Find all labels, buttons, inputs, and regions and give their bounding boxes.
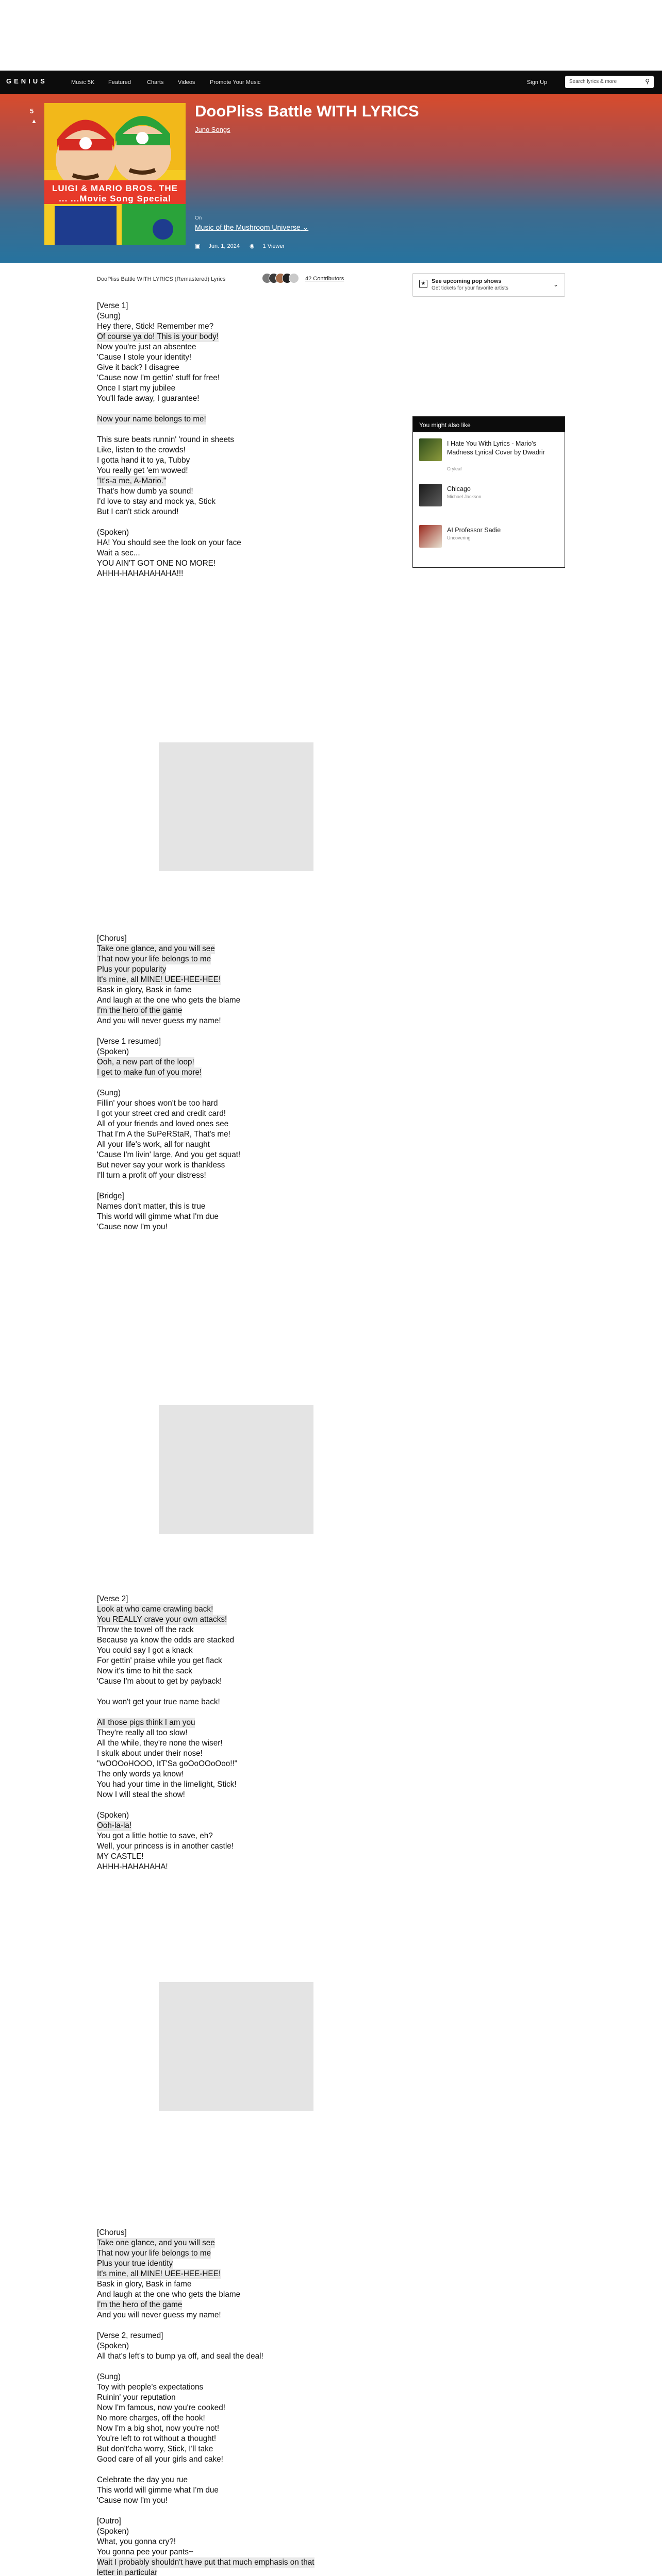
lyric-line: Bask in glory, Bask in fame [97, 986, 192, 994]
lyric-line: Because ya know the odds are stacked [97, 1636, 235, 1645]
lyric-line[interactable]: I get to make fun of you more! [97, 1068, 202, 1077]
lyric-line[interactable]: Now your name belongs to me! [97, 415, 206, 423]
lyric-line: What, you gonna cry?! [97, 2537, 176, 2546]
lyric-line[interactable]: That now your life belongs to me [97, 2249, 211, 2258]
lyric-line[interactable]: Take one glance, and you will see [97, 944, 215, 953]
lyric-line: 'Cause now I'm you! [97, 1223, 168, 1231]
ad-placeholder [159, 742, 313, 871]
lyric-line: Throw the towel off the rack [97, 1625, 194, 1634]
lyric-line: Once I start my jubilee [97, 384, 176, 393]
lyric-line[interactable]: letter in particular [97, 2568, 157, 2576]
lyric-line[interactable]: Plus your popularity [97, 965, 167, 974]
lyric-line: (Spoken) [97, 1811, 129, 1820]
lyric-line: This sure beats runnin' 'round in sheets [97, 435, 235, 444]
lyric-line: YOU AIN'T GOT ONE NO MORE! [97, 559, 216, 568]
lyric-line: Wait a sec... [97, 549, 140, 557]
album-link[interactable] [195, 223, 308, 232]
lyric-line: MY CASTLE! [97, 1852, 144, 1861]
lyric-line: Fillin' your shoes won't be too hard [97, 1099, 218, 1108]
lyric-line: HA! You should see the look on your face [97, 538, 241, 547]
lyric-line: That's how dumb ya sound! [97, 487, 193, 496]
lyric-line: Ruinin' your reputation [97, 2393, 176, 2402]
lyric-line: 'Cause now I'm you! [97, 2496, 168, 2505]
lyric-line: I got your street cred and credit card! [97, 1109, 226, 1118]
recommendation-item[interactable] [419, 484, 558, 520]
lyric-line[interactable]: Ooh-la-la! [97, 1821, 132, 1830]
lyrics-section-header: [Bridge] [97, 1192, 124, 1200]
lyric-line: (Spoken) [97, 2342, 129, 2350]
lyric-line: And you will never guess my name! [97, 1016, 221, 1025]
lyric-line: All of your friends and loved ones see [97, 1120, 229, 1128]
page-top-space [0, 0, 662, 71]
lyric-line: AHHH-HAHAHAHAHA!!! [97, 569, 184, 578]
lyric-line: Now you're just an absentee [97, 343, 196, 351]
lyric-line: Toy with people's expectations [97, 2383, 204, 2392]
eye-icon: ◉ [250, 243, 255, 249]
lyric-line: You'll fade away, I guarantee! [97, 394, 200, 403]
lyric-line: You gonna pee your pants~ [97, 2548, 193, 2556]
recommendation-artist: Uncovering [447, 535, 471, 540]
lyric-line[interactable]: Of course ya do! This is your body! [97, 332, 219, 341]
lyric-line: But I can't stick around! [97, 507, 179, 516]
recommendation-artist: Michael Jackson [447, 494, 482, 499]
lyric-line: For gettin' praise while you get flack [97, 1656, 222, 1665]
album-cover-art [44, 103, 186, 245]
lyric-line: 'Cause I'm livin' large, And you get squat! [97, 1150, 241, 1159]
lyric-line: Now it's time to hit the sack [97, 1667, 192, 1675]
viewer-count: 1 Viewer [262, 243, 285, 249]
lyric-line: This world will gimme what I'm due [97, 2486, 219, 2495]
lyric-line: (Spoken) [97, 2527, 129, 2536]
lyric-line: Bask in glory, Bask in fame [97, 2280, 192, 2289]
chevron-down-icon: ⌄ [302, 223, 309, 231]
lyric-line: No more charges, off the hook! [97, 2414, 205, 2422]
song-title: DooPliss Battle WITH LYRICS [195, 102, 419, 120]
lyrics-section-header: [Chorus] [97, 2228, 127, 2237]
lyric-line: You got a little hottie to save, eh? [97, 1832, 213, 1840]
lyric-line[interactable]: All those pigs think I am you [97, 1718, 195, 1727]
nav-item-promote[interactable]: Promote Your Music [210, 79, 261, 86]
ad-placeholder [159, 1405, 313, 1534]
lyric-line[interactable]: "It's-a me, A-Mario." [97, 477, 167, 485]
lyrics-section-header: [Verse 1 resumed] [97, 1037, 161, 1046]
lyric-line: They're really all too slow! [97, 1728, 188, 1737]
cover-text: LUIGI & MARIO BROS. THE ... ...Movie Song Special [52, 183, 178, 204]
lyric-line: (Sung) [97, 2372, 121, 2381]
album-name: Music of the Mushroom Universe [195, 223, 301, 231]
lyrics-section-header: [Verse 2, resumed] [97, 2331, 163, 2340]
lyric-line: All the while, they're none the wiser! [97, 1739, 223, 1748]
lyric-line: All that's left's to bump ya off, and seal the deal! [97, 2352, 263, 2361]
lyric-line: Give it back? I disagree [97, 363, 179, 372]
lyric-line: You're left to rot without a thought! [97, 2434, 217, 2443]
lyric-line: All your life's work, all for naught [97, 1140, 210, 1149]
tour-promo[interactable] [412, 273, 565, 297]
lyric-line: "wOOOoHOOO, ItT'Sa goOoOOoOoo!!" [97, 1759, 238, 1768]
lyric-line: I skulk about under their nose! [97, 1749, 203, 1758]
chevron-down-icon[interactable]: ⌄ [553, 281, 558, 288]
lyric-line: But never say your work is thankless [97, 1161, 225, 1170]
recommendation-item[interactable] [419, 438, 558, 474]
search-placeholder: Search lyrics & more [569, 79, 617, 84]
lyrics-section-header: [Chorus] [97, 934, 127, 943]
lyric-line[interactable]: Wait I probably shouldn't have put that much emphasis on that [97, 2558, 315, 2567]
lyric-line: Now I will steal the show! [97, 1790, 185, 1799]
lyric-line: I'll turn a profit off your distress! [97, 1171, 206, 1180]
lyric-line: Celebrate the day you rue [97, 2476, 188, 2484]
lyric-line[interactable]: It's mine, all MINE! UEE-HEE-HEE! [97, 975, 221, 984]
recommendations-header: You might also like [413, 417, 565, 432]
tour-subtitle: Get tickets for your favorite artists [432, 285, 508, 291]
calendar-icon: ▣ [195, 243, 201, 249]
lyrics-section-header: [Verse 2] [97, 1595, 128, 1603]
top-navigation-bar [0, 71, 662, 94]
lyric-line: And you will never guess my name! [97, 2311, 221, 2319]
lyric-line: Like, listen to the crowds! [97, 446, 186, 454]
lyric-line: This world will gimme what I'm due [97, 1212, 219, 1221]
tour-title: See upcoming pop shows [432, 278, 502, 284]
lyric-line: (Spoken) [97, 1047, 129, 1056]
nav-item-videos[interactable]: Videos [178, 79, 195, 86]
recommendation-artist: Cryleaf [447, 466, 462, 471]
lyric-line: Hey there, Stick! Remember me? [97, 322, 214, 331]
lyric-line: You had your time in the limelight, Stick! [97, 1780, 237, 1789]
contributor-avatar[interactable] [289, 273, 299, 283]
search-icon[interactable]: ⚲ [645, 78, 650, 85]
lyric-line[interactable]: I'm the hero of the game [97, 1006, 183, 1015]
song-metadata [195, 243, 293, 249]
lyric-line[interactable]: Ooh, a new part of the loop! [97, 1058, 194, 1066]
contributors-count[interactable]: 42 Contributors [305, 276, 344, 282]
lyric-line: Well, your princess is in another castle! [97, 1842, 234, 1851]
lyric-line: And laugh at the one who gets the blame [97, 2290, 241, 2299]
chart-rank: 5 [30, 107, 34, 115]
lyric-line: And laugh at the one who gets the blame [97, 996, 241, 1005]
lyric-line: You won't get your true name back! [97, 1698, 220, 1706]
lyrics-header-title: DooPliss Battle WITH LYRICS (Remastered) Lyrics [97, 276, 226, 282]
chart-icon: ▲ [31, 117, 37, 125]
lyric-line: 'Cause I'm about to get by payback! [97, 1677, 222, 1686]
lyric-line[interactable]: You REALLY crave your own attacks! [97, 1615, 227, 1624]
release-date: Jun. 1, 2024 [208, 243, 240, 249]
you-might-also-like [412, 416, 565, 568]
lyrics-section-header: [Outro] [97, 2517, 121, 2526]
song-thumbnail [419, 484, 442, 506]
sign-up-link[interactable]: Sign Up [527, 79, 548, 86]
recommendation-title: AI Professor Sadie [447, 527, 501, 534]
nav-item-music[interactable]: Music 5K [71, 79, 95, 86]
lyric-line[interactable]: It's mine, all MINE! UEE-HEE-HEE! [97, 2269, 221, 2278]
recommendation-title: Chicago [447, 485, 471, 493]
lyric-line: You could say I got a knack [97, 1646, 193, 1655]
recommendation-item[interactable] [419, 525, 558, 561]
song-thumbnail [419, 438, 442, 461]
recommendation-title: I Hate You With Lyrics - Mario's Madness Lyrical Cover by Dwadrir [447, 440, 545, 456]
genius-logo[interactable]: GENIUS [6, 77, 47, 85]
lyric-line: You really get 'em wowed! [97, 466, 188, 475]
lyric-line[interactable]: Take one glance, and you will see [97, 2239, 215, 2247]
song-thumbnail [419, 525, 442, 548]
lyric-line[interactable]: Look at who came crawling back! [97, 1605, 213, 1614]
lyric-line: 'Cause now I'm gettin' stuff for free! [97, 374, 220, 382]
lyric-line: (Sung) [97, 312, 121, 320]
lyric-line: I'd love to stay and mock ya, Stick [97, 497, 216, 506]
lyric-line: But don't'cha worry, Stick, I'll take [97, 2445, 213, 2453]
album-label: On [195, 215, 202, 221]
lyric-line: Now I'm a big shot, now you're not! [97, 2424, 220, 2433]
lyric-line: (Sung) [97, 1089, 121, 1097]
lyric-line: The only words ya know! [97, 1770, 184, 1778]
lyrics-section-header: [Verse 1] [97, 301, 128, 310]
lyric-line: I gotta hand it to ya, Tubby [97, 456, 190, 465]
lyric-line: 'Cause I stole your identity! [97, 353, 192, 362]
lyric-line: Good care of all your girls and cake! [97, 2455, 223, 2464]
lyric-line: Now I'm famous, now you're cooked! [97, 2403, 226, 2412]
lyric-line: (Spoken) [97, 528, 129, 537]
lyric-line: Names don't matter, this is true [97, 1202, 206, 1211]
lyric-line[interactable]: I'm the hero of the game [97, 2300, 183, 2309]
nav-item-featured[interactable]: Featured [108, 79, 131, 86]
search-input[interactable] [565, 76, 654, 88]
artist-link[interactable]: Juno Songs [195, 126, 230, 133]
nav-item-charts[interactable]: Charts [147, 79, 164, 86]
lyric-line[interactable]: That now your life belongs to me [97, 955, 211, 963]
lyric-line: AHHH-HAHAHAHA! [97, 1862, 168, 1871]
lyric-line: That I'm A the SuPeRStaR, That's me! [97, 1130, 230, 1139]
ticket-icon: ★ [419, 280, 427, 288]
lyric-line[interactable]: Plus your true identity [97, 2259, 173, 2268]
ad-placeholder [159, 1982, 313, 2111]
